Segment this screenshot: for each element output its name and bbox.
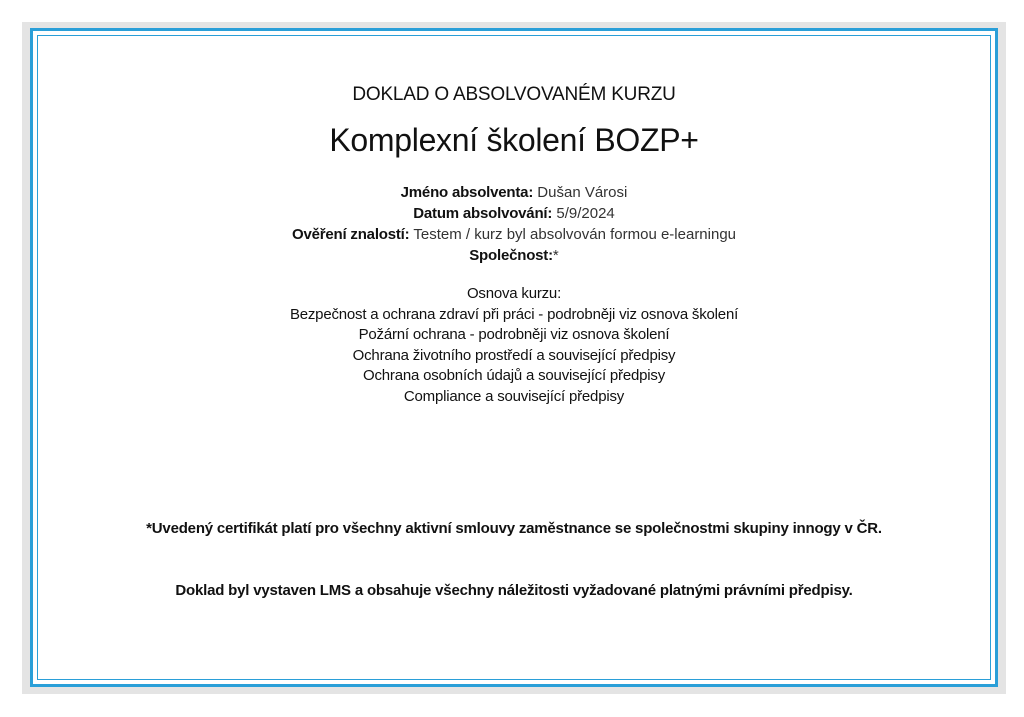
certificate-inner-frame [37,35,991,680]
verification-label: Ověření znalostí: [291,226,410,243]
validity-footnote: *Uvedený certifikát platí pro všechny aktivní smlouvy zaměstnance se společnostmi skupiny innogy v ČR. [146,520,882,537]
issued-note: Doklad byl vystaven LMS a obsahuje všechny náležitosti vyžadované platnými právními předpisy. [175,582,853,599]
certificate-frame [30,28,998,687]
outline-item: Požární ochrana - podrobněji viz osnova školení [358,326,670,343]
company-label: Společnost: [469,247,553,264]
date-value: 5/9/2024 [556,205,615,222]
graduate-info [38,182,990,266]
document-page [22,22,1006,694]
outline-item: Bezpečnost a ochrana zdraví při práci - podrobněji viz osnova školení [289,305,739,323]
name-value: Dušan Városi [537,184,628,201]
company-value: * [552,247,559,264]
verification-value: Testem / kurz byl absolvován formou e-learningu [413,226,737,243]
date-row [38,203,990,224]
outline-item: Ochrana osobních údajů a související předpisy [362,367,666,384]
name-label: Jméno absolventa: [400,184,534,201]
outline-heading: Osnova kurzu: [466,285,562,302]
course-outline [38,284,990,407]
certificate-content [38,36,990,679]
outline-item: Compliance a související předpisy [403,387,625,405]
verification-row [38,224,990,245]
date-label: Datum absolvování: [413,205,553,222]
document-header: DOKLAD O ABSOLVOVANÉM KURZU [352,84,676,105]
outline-item: Ochrana životního prostředí a související předpisy [352,346,676,364]
course-title: Komplexní školení BOZP+ [329,122,699,158]
name-row [38,182,990,203]
company-row [38,245,990,266]
